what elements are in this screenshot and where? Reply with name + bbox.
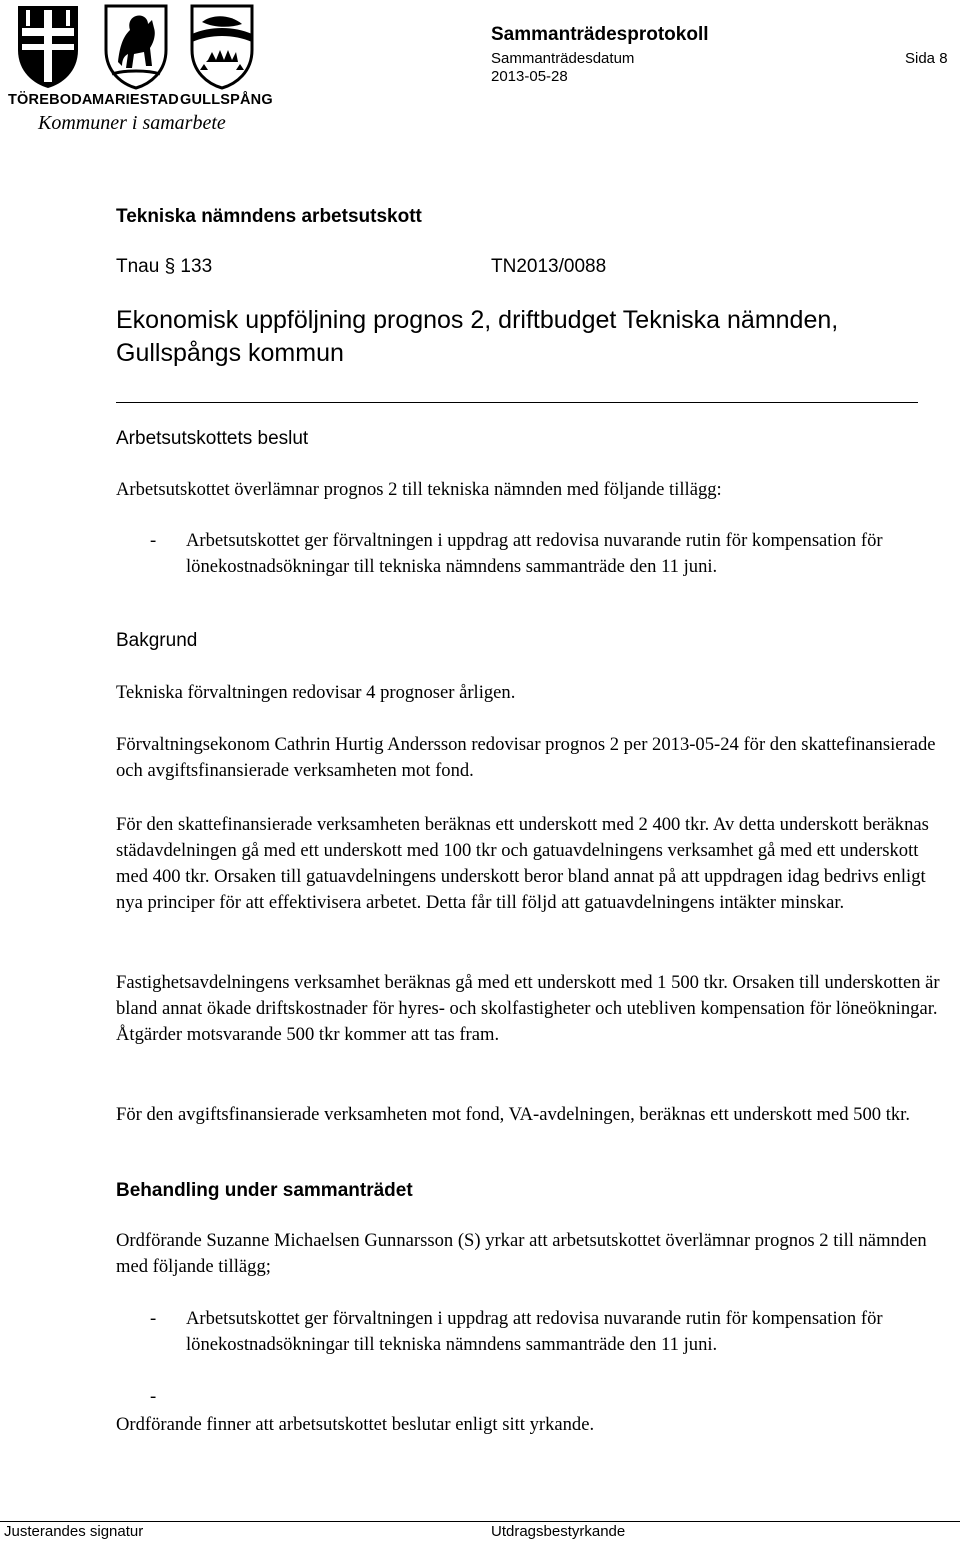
committee-name: Tekniska nämndens arbetsutskott xyxy=(116,206,422,227)
decision-bullet xyxy=(150,528,928,580)
municipality-gullspang: GULLSPÅNG xyxy=(180,92,273,108)
treatment-paragraph: Ordförande Suzanne Michaelsen Gunnarsson (S) yrkar att arbetsutskottet överlämnar prognos 2 till nämnden med följande tillägg; xyxy=(116,1230,927,1277)
background-heading: Bakgrund xyxy=(116,630,198,651)
meeting-date: 2013-05-28 xyxy=(491,68,568,85)
title-divider xyxy=(116,402,918,403)
signature-label: Justerandes signatur xyxy=(4,1523,144,1540)
treatment-heading: Behandling under sammanträdet xyxy=(116,1180,413,1201)
municipality-mariestad: MARIESTAD xyxy=(92,92,179,108)
slogan: Kommuner i samarbete xyxy=(38,112,226,134)
toreboda-crest-icon xyxy=(16,4,80,90)
municipality-toreboda: TÖREBODA xyxy=(8,92,93,108)
decision-heading: Arbetsutskottets beslut xyxy=(116,428,309,449)
decision-bullet-text: Arbetsutskottet ger förvaltningen i uppdrag att redovisa nuvarande rutin för kompensation för lönekostnadsökningar till tekniska nämndens sammanträde den 11 juni. xyxy=(186,530,883,577)
bullet-marker: - xyxy=(150,1308,157,1329)
paragraph-reference: Tnau § 133 xyxy=(116,256,213,277)
treatment-bullet-text: Arbetsutskottet ger förvaltningen i uppdrag att redovisa nuvarande rutin för kompensation för lönekostnadsökningar till tekniska nämndens sammanträde den 11 juni. xyxy=(186,1308,883,1355)
case-number: TN2013/0088 xyxy=(491,256,607,277)
gullspang-crest-icon xyxy=(190,4,254,90)
excerpt-certification-label: Utdragsbestyrkande xyxy=(491,1523,626,1540)
page-title: Ekonomisk uppföljning prognos 2, driftbudget Tekniska nämnden, Gullspångs kommun xyxy=(116,306,839,367)
page-number: Sida 8 xyxy=(905,50,948,67)
treatment-bullet xyxy=(150,1306,928,1358)
background-paragraph: Förvaltningsekonom Cathrin Hurtig Andersson redovisar prognos 2 per 2013-05-24 för den skattefinansierade och avgiftsfinansierade verksamheten mot fond. xyxy=(116,734,936,781)
background-paragraph: Fastighetsavdelningens verksamhet beräknas gå med ett underskott med 1 500 tkr. Orsaken till underskotten är bland annat ökade driftskostnader för hyres- och skolfastigheter och utebliven kompensation för löneökningar. Åtgärder motsvarande 500 tkr kommer att tas fram. xyxy=(116,972,940,1045)
bullet-marker: - xyxy=(150,530,157,551)
empty-bullet-marker: - xyxy=(150,1386,157,1407)
background-paragraph: För den skattefinansierade verksamheten beräknas ett underskott med 2 400 tkr. Av detta underskott beräknas städavdelningen gå med ett underskott med 100 tkr och gatuavdelningens verksamhet gå med ett underskott med 400 tkr. Orsaken till gatuavdelningens underskott beror bland annat på att uppdragen idag bedrivs enligt nya principer för att effektivisera arbetet. Detta får till följd att gatuavdelningens intäkter minskar. xyxy=(116,814,929,913)
closing-paragraph: Ordförande finner att arbetsutskottet beslutar enligt sitt yrkande. xyxy=(116,1414,595,1435)
meeting-date-label: Sammanträdesdatum xyxy=(491,50,635,67)
background-paragraph: Tekniska förvaltningen redovisar 4 prognoser årligen. xyxy=(116,682,516,703)
mariestad-crest-icon xyxy=(104,4,168,90)
decision-intro: Arbetsutskottet överlämnar prognos 2 till tekniska nämnden med följande tillägg: xyxy=(116,479,722,500)
background-paragraph: För den avgiftsfinansierade verksamheten mot fond, VA-avdelningen, beräknas ett underskott med 500 tkr. xyxy=(116,1104,911,1125)
municipality-logos xyxy=(8,4,273,136)
document-type: Sammanträdesprotokoll xyxy=(491,24,709,45)
footer-divider xyxy=(0,1521,960,1522)
